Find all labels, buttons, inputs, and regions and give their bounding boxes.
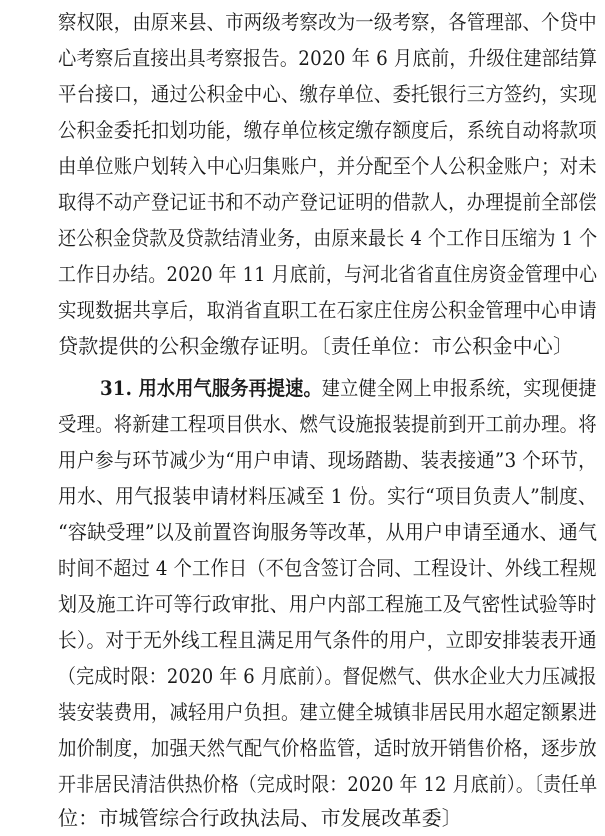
paragraph-line: 位：市城管综合行政执法局、市发展改革委〕 [58,806,462,830]
paragraph-line: 察权限，由原来县、市两级考察改为一级考察，各管理部、个贷中 [58,10,597,34]
item-31-first-line-text: 建立健全网上申报系统，实现便捷 [321,376,597,400]
paragraph-line: 装安装费用，减轻用户负担。建立健全城镇非居民用水超定额累进 [58,700,597,724]
paragraph-line: 贷款提供的公积金缴存证明。〔责任单位：市公积金中心〕 [58,334,574,358]
paragraph-line: 受理。将新建工程项目供水、燃气设施报装提前到开工前办理。将 [58,412,597,436]
paragraph-line: 长）。对于无外线工程且满足用气条件的用户，立即安排装表开通 [58,628,597,652]
paragraph-line: 取得不动产登记证书和不动产登记证明的借款人，办理提前全部偿 [58,190,597,214]
paragraph-line: 心考察后直接出具考察报告。2020 年 6 月底前，升级住建部结算 [58,46,598,70]
paragraph-line: 划及施工许可等行政审批、用户内部工程施工及气密性试验等时 [58,592,597,616]
paragraph-line: 用水、用气报装申请材料压减至 1 份。实行“项目负责人”制度、 [58,484,598,508]
paragraph-line: 开非居民清洁供热价格（完成时限：2020 年 12 月底前）。〔责任单 [58,772,598,796]
paragraph-line: （完成时限：2020 年 6 月底前）。督促燃气、供水企业大力压减报 [58,664,597,688]
item-31-first-line [100,370,597,406]
paragraph-line: 时间不超过 4 个工作日（不包含签订合同、工程设计、外线工程规 [58,556,597,580]
paragraph-line: 加价制度，加强天然气配气价格监管，适时放开销售价格，逐步放 [58,736,597,760]
paragraph-line: 由单位账户划转入中心归集账户，并分配至个人公积金账户；对未 [58,154,597,178]
paragraph-line: “容缺受理”以及前置咨询服务等改革，从用户申请至通水、通气 [58,520,598,544]
item-31-heading: 31. 用水用气服务再提速。 [100,376,322,400]
paragraph-line: 用户参与环节减少为“用户申请、现场踏勘、装表接通”3 个环节， [58,448,597,472]
paragraph-line: 工作日办结。2020 年 11 月底前，与河北省省直住房资金管理中心 [58,262,598,286]
paragraph-line: 公积金委托扣划功能，缴存单位核定缴存额度后，系统自动将款项 [58,118,597,142]
paragraph-line: 实现数据共享后，取消省直职工在石家庄住房公积金管理中心申请 [58,298,597,322]
paragraph-line: 还公积金贷款及贷款结清业务，由原来最长 4 个工作日压缩为 1 个 [58,226,598,250]
paragraph-line: 平台接口，通过公积金中心、缴存单位、委托银行三方签约，实现 [58,82,597,106]
